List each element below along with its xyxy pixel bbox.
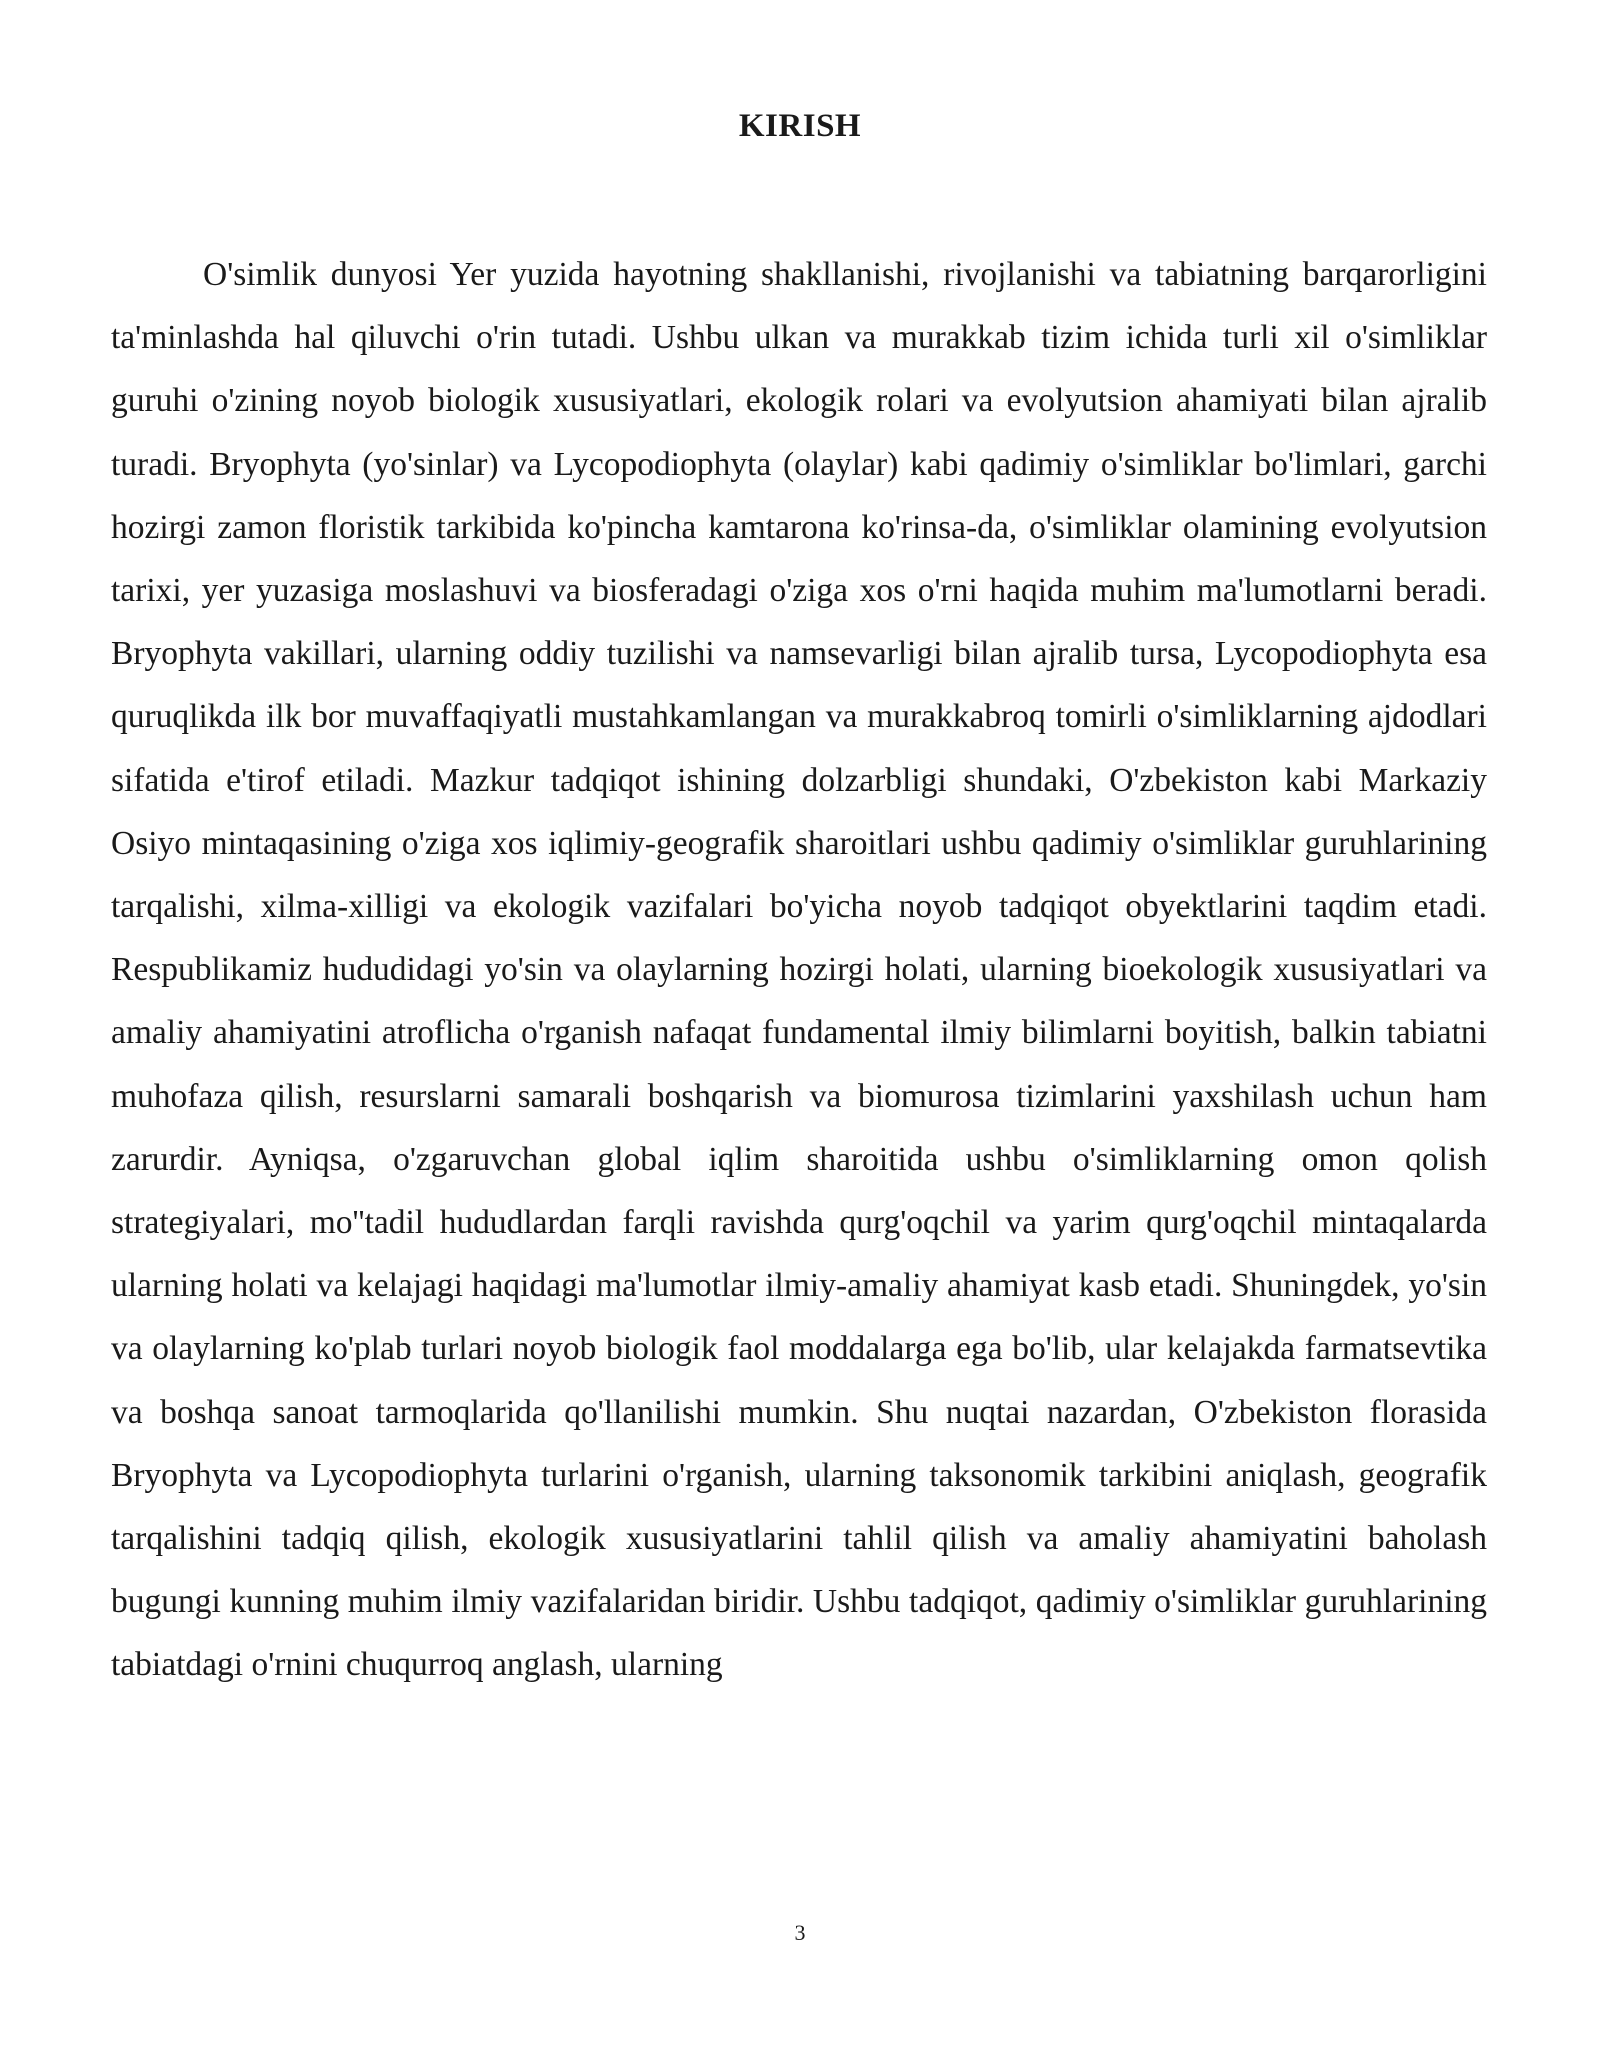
- body-paragraph: O'simlik dunyosi Yer yuzida hayotning shakllanishi, rivojlanishi va tabiatning barqarorligini ta'minlashda hal qiluvchi o'rin tutadi. Ushbu ulkan va murakkab tizim ichida turli xil o'simliklar guruhi o'zining noyob biologik xususiyatlari, ekologik rolari va evolyutsion ahamiyati bilan ajralib turadi. Bryophyta (yo'sinlar) va Lycopodiophyta (olaylar) kabi qadimiy o'simliklar bo'limlari, garchi hozirgi zamon floristik tarkibida ko'pincha kamtarona ko'rinsa-da, o'simliklar olamining evolyutsion tarixi, yer yuzasiga moslashuvi va biosferadagi o'ziga xos o'rni haqida muhim ma'lumotlarni beradi. Bryophyta vakillari, ularning oddiy tuzilishi va namsevarligi bilan ajralib tursa, Lycopodiophyta esa quruqlikda ilk bor muvaffaqiyatli mustahkamlangan va murakkabroq tomirli o'simliklarning ajdodlari sifatida e'tirof etiladi. Mazkur tadqiqot ishining dolzarbligi shundaki, O'zbekiston kabi Markaziy Osiyo mintaqasining o'ziga xos iqlimiy-geografik sharoitlari ushbu qadimiy o'simliklar guruhlarining tarqalishi, xilma-xilligi va ekologik vazifalari bo'yicha noyob tadqiqot obyektlarini taqdim etadi. Respublikamiz hududidagi yo'sin va olaylarning hozirgi holati, ularning bioekologik xususiyatlari va amaliy ahamiyatini atroflicha o'rganish nafaqat fundamental ilmiy bilimlarni boyitish, balkin tabiatni muhofaza qilish, resurslarni samarali boshqarish va biomurosa tizimlarini yaxshilash uchun ham zarurdir. Ayniqsa, o'zgaruvchan global iqlim sharoitida ushbu o'simliklarning omon qolish strategiyalari, mo''tadil hududlardan farqli ravishda qurg'oqchil va yarim qurg'oqchil mintaqalarda ularning holati va kelajagi haqidagi ma'lumotlar ilmiy-amaliy ahamiyat kasb etadi. Shuningdek, yo'sin va olaylarning ko'plab turlari noyob biologik faol moddalarga ega bo'lib, ular kelajakda farmatsevtika va boshqa sanoat tarmoqlarida qo'llanilishi mumkin. Shu nuqtai nazardan, O'zbekiston florasida Bryophyta va Lycopodiophyta turlarini o'rganish, ularning taksonomik tarkibini aniqlash, geografik tarqalishini tadqiq qilish, ekologik xususiyatlarini tahlil qilish va amaliy ahamiyatini baholash bugungi kunning muhim ilmiy vazifalaridan biridir. Ushbu tadqiqot, qadimiy o'simliklar guruhlarining tabiatdagi o'rnini chuqurroq anglash, ularning: [111, 256, 1487, 1684]
- section-heading: KIRISH: [738, 108, 862, 144]
- page-number: 3: [794, 1920, 806, 1945]
